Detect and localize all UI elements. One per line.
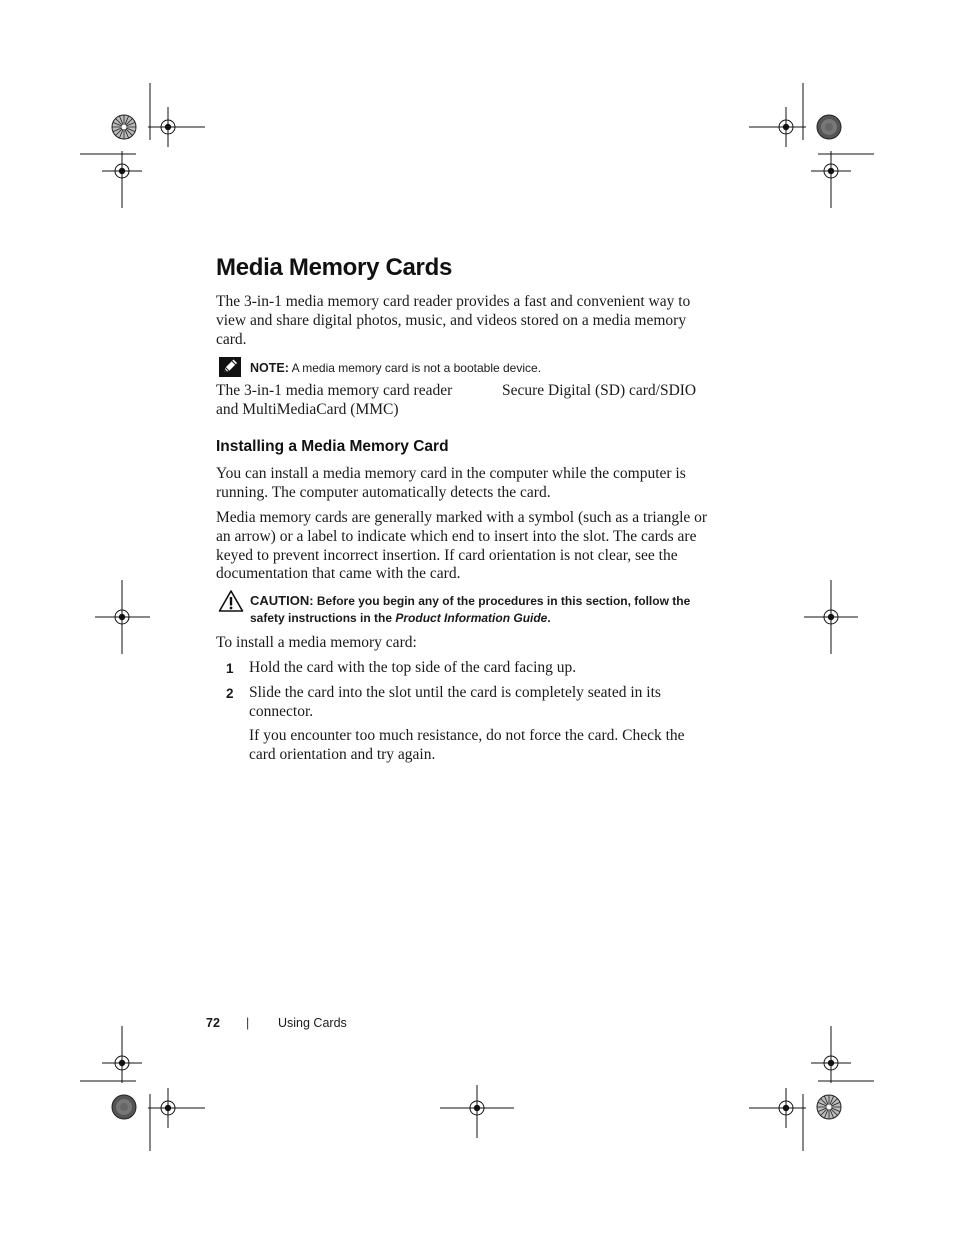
- caution-guide-title: Product Information Guide: [395, 611, 548, 625]
- reader-left-line2: and MultiMediaCard (MMC): [216, 401, 399, 418]
- page-title: Media Memory Cards: [216, 254, 453, 281]
- reader-right-line1: Secure Digital (SD) card/SDIO: [502, 382, 697, 399]
- step-1-number: 1: [226, 661, 234, 676]
- caution-label: CAUTION:: [250, 593, 314, 608]
- page-number: 72: [206, 1016, 220, 1030]
- step-2-followup: If you encounter too much resistance, do not force the card. Check the card orientation and try again.: [249, 727, 685, 763]
- paragraph-1: You can install a media memory card in the computer while the computer is running. The computer automatically detects the card.: [216, 465, 686, 501]
- note-label: NOTE:: [250, 361, 289, 375]
- caution-warning-icon: [218, 589, 244, 618]
- step-2-number: 2: [226, 686, 234, 701]
- install-intro: To install a media memory card:: [216, 634, 417, 651]
- reader-line: [216, 382, 716, 420]
- caution-text: Before you begin any of the procedures in this section, follow the safety instructions in the: [250, 594, 691, 625]
- note-text: A media memory card is not a bootable device.: [288, 361, 542, 375]
- note: [250, 359, 541, 377]
- caution-end: .: [547, 611, 551, 625]
- caution: [250, 592, 720, 627]
- note-pencil-icon: [219, 357, 241, 382]
- step-2-text: Slide the card into the slot until the card is completely seated in its connector.: [249, 684, 661, 720]
- step-1-text: Hold the card with the top side of the card facing up.: [249, 659, 577, 676]
- footer-section: Using Cards: [278, 1016, 347, 1030]
- intro-paragraph: The 3-in-1 media memory card reader provides a fast and convenient way to view and share digital photos, music, and videos stored on a media memory card.: [216, 293, 691, 348]
- reader-left-line1: The 3-in-1 media memory card reader: [216, 382, 453, 399]
- footer-separator: |: [246, 1016, 250, 1030]
- section-heading: Installing a Media Memory Card: [216, 438, 449, 455]
- paragraph-2: Media memory cards are generally marked with a symbol (such as a triangle or an arrow) or a label to indicate which end to insert into the slot. The cards are keyed to prevent incorrect insertion. If card orientation is not clear, see the documentation that came with the card.: [216, 509, 708, 583]
